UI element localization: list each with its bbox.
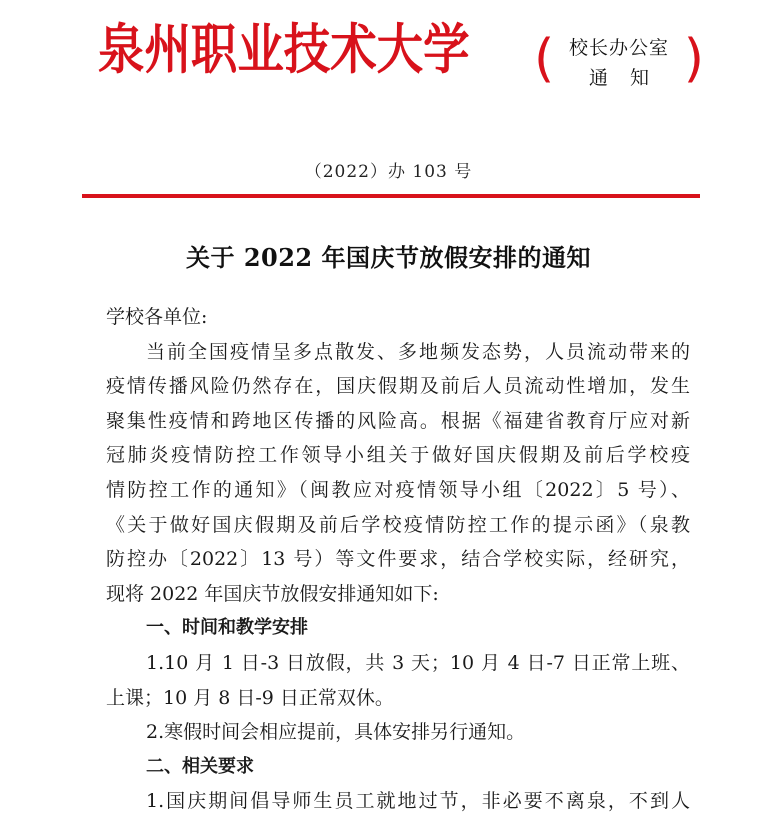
office-paren-right: ) (683, 29, 704, 89)
list-item: 1.10 月 1 日-3 日放假，共 3 天；10 月 4 日-7 日正常上班、 (146, 651, 690, 674)
list-item-continuation: 上课；10 月 8 日-9 日正常双休。 (106, 686, 394, 709)
paragraph-line: 《关于做好国庆假期及前后学校疫情防控工作的提示函》（泉教 (106, 513, 690, 536)
paragraph-line: 防控办〔2022〕13 号）等文件要求，结合学校实际，经研究， (106, 548, 690, 571)
document-number: （2022）办 103 号 (304, 162, 473, 182)
paragraph-line: 现将 2022 年国庆节放假安排通知如下: (106, 582, 439, 605)
paragraph-line: 情防控工作的通知》（闽教应对疫情领导小组〔2022〕5 号）、 (106, 478, 690, 501)
paragraph-line: 冠肺炎疫情防控工作领导小组关于做好国庆假期及前后学校疫 (106, 444, 690, 467)
notice-title: 关于 2022 年国庆节放假安排的通知 (185, 243, 591, 272)
office-doc-type: 通知 (588, 67, 671, 89)
list-item: 1.国庆期间倡导师生员工就地过节，非必要不离泉，不到人 (146, 790, 690, 813)
paragraph-line: 当前全国疫情呈多点散发、多地频发态势，人员流动带来的 (146, 340, 690, 363)
paragraph-line: 疫情传播风险仍然存在，国庆假期及前后人员流动性增加，发生 (106, 375, 690, 398)
office-paren-left: ( (534, 29, 555, 89)
office-block (534, 28, 704, 98)
section-heading: 一、时间和教学安排 (146, 617, 308, 639)
red-divider (82, 194, 700, 198)
section-heading: 二、相关要求 (146, 755, 254, 777)
notice-body (106, 300, 690, 819)
list-item: 2.寒假时间会相应提前，具体安排另行通知。 (146, 721, 526, 744)
paragraph-line: 聚集性疫情和跨地区传播的风险高。根据《福建省教育厅应对新 (106, 409, 690, 432)
school-name: 泉州职业技术大学 (98, 18, 470, 81)
salutation: 学校各单位: (106, 306, 208, 328)
office-name: 校长办公室 (568, 37, 669, 59)
